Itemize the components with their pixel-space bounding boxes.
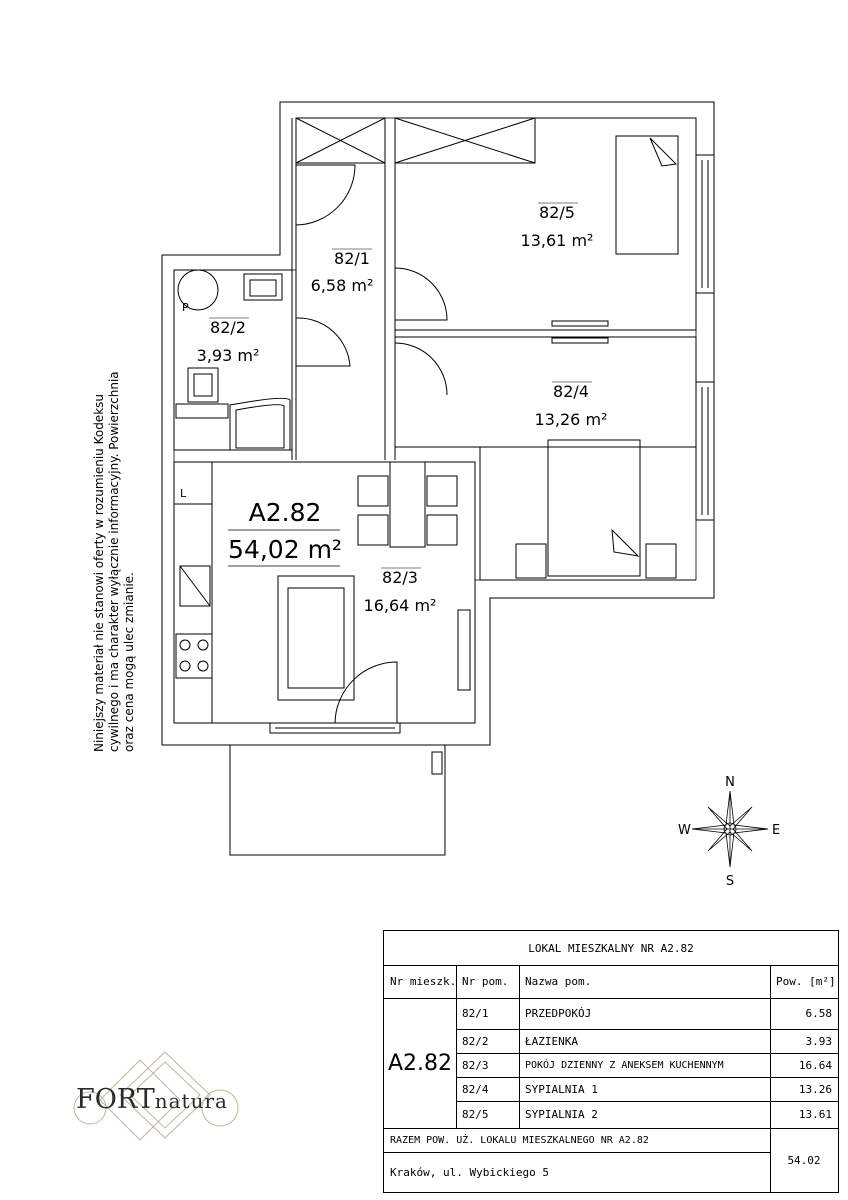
total-label: RAZEM POW. UŻ. LOKALU MIESZKALNEGO NR A2.82 <box>390 1134 649 1146</box>
compass-s: S <box>725 874 735 889</box>
compass-w: W <box>678 823 691 838</box>
room-82-1-area: 6,58 m² <box>310 276 374 295</box>
room-82-2-area: 3,93 m² <box>196 346 260 365</box>
toilet <box>188 368 218 402</box>
room-82-5-area: 13,61 m² <box>520 231 594 250</box>
cooktop <box>176 634 212 678</box>
door-hall-entry <box>296 165 355 225</box>
row-2-area: 3.93 <box>805 1034 832 1048</box>
door-bedroom-2 <box>395 268 447 320</box>
row-5-area: 13.61 <box>798 1108 832 1121</box>
unit-number-cell: A2.82 <box>387 1050 453 1076</box>
summary-table <box>383 930 839 1193</box>
logo-natura: natura <box>154 1089 228 1113</box>
row-1-no: 82/1 <box>462 1007 489 1020</box>
logo-fort: FORT <box>76 1084 155 1115</box>
room-82-3-area: 16,64 m² <box>363 596 437 615</box>
row-3-area: 16.64 <box>798 1058 832 1072</box>
window-bedroom-2 <box>696 155 714 293</box>
room-82-4-id: 82/4 <box>553 382 589 401</box>
row-2-no: 82/2 <box>462 1034 489 1048</box>
row-4-name: SYPIALNIA 1 <box>525 1082 598 1096</box>
door-bedroom-1 <box>395 343 447 395</box>
room-82-2-id: 82/2 <box>210 318 246 337</box>
boiler-letter: P <box>182 301 189 314</box>
fort-natura-logo <box>70 1050 250 1150</box>
row-1-area: 6.58 <box>805 1007 832 1020</box>
room-82-3-id: 82/3 <box>382 568 418 587</box>
row-3-name: POKÓJ DZIENNY Z ANEKSEM KUCHENNYM <box>525 1059 724 1071</box>
room-82-5-id: 82/5 <box>539 203 575 222</box>
window-bedroom-1 <box>696 382 714 520</box>
header-area: Pow. [m²] <box>776 975 836 988</box>
door-bathroom <box>296 318 350 366</box>
fridge-letter: L <box>180 487 187 500</box>
row-4-no: 82/4 <box>462 1082 489 1096</box>
radiator-1 <box>552 321 608 326</box>
header-room-no: Nr pom. <box>462 975 509 988</box>
compass-e: E <box>772 823 781 838</box>
row-2-name: ŁAZIENKA <box>525 1034 578 1048</box>
room-82-4-area: 13,26 m² <box>534 410 608 429</box>
bed-bedroom-1 <box>548 440 640 576</box>
compass-n: N <box>725 775 735 790</box>
room-82-4-walls <box>395 337 696 447</box>
sofa <box>278 576 354 700</box>
outer-wall <box>162 102 714 745</box>
outer-wall-inner <box>174 118 696 723</box>
address: Kraków, ul. Wybickiego 5 <box>390 1165 549 1179</box>
room-82-3-walls <box>174 462 475 723</box>
row-5-no: 82/5 <box>462 1108 489 1121</box>
room-82-4-lower <box>480 447 696 580</box>
tv-unit <box>458 610 470 690</box>
dining-table <box>390 462 425 547</box>
compass-rose-icon <box>678 775 780 889</box>
room-82-1-id: 82/1 <box>334 249 370 268</box>
row-5-name: SYPIALNIA 2 <box>525 1108 598 1121</box>
header-room-name: Nazwa pom. <box>525 975 592 988</box>
row-3-no: 82/3 <box>462 1058 489 1072</box>
row-4-area: 13.26 <box>798 1082 832 1096</box>
unit-code: A2.82 <box>248 498 322 527</box>
bed-bedroom-2 <box>616 136 678 254</box>
nightstand-right <box>646 544 676 578</box>
total-value: 54.02 <box>787 1153 821 1167</box>
balcony <box>230 745 445 855</box>
room-82-5-walls <box>395 118 696 330</box>
row-1-name: PRZEDPOKÓJ <box>525 1007 592 1020</box>
nightstand-left <box>516 544 546 578</box>
unit-area: 54,02 m² <box>228 535 342 564</box>
header-unit-no: Nr mieszk. <box>390 975 456 988</box>
radiator-2 <box>552 338 608 343</box>
disclaimer-text: Niniejszy materiał nie stanowi oferty w rozumieniu Kodeksu cywilnego i ma charakter wyłącznie informacyjny. Powierzchnia oraz cena mogą ulec zmianie. <box>92 371 136 752</box>
table-title: LOKAL MIESZKALNY NR A2.82 <box>528 941 694 955</box>
